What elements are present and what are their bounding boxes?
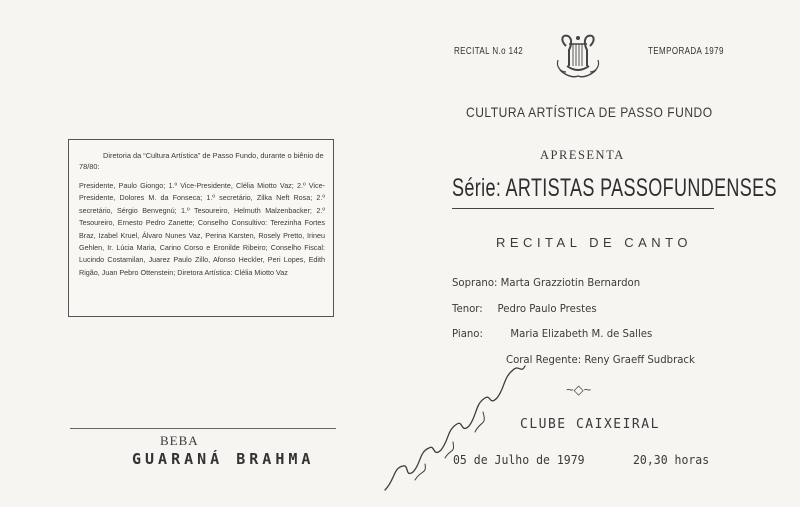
venue-name: CLUBE CAIXEIRAL	[520, 417, 660, 432]
presents-text: APRESENTA	[540, 148, 625, 162]
performer-role: Tenor:	[452, 302, 483, 315]
performer-role: Piano:	[452, 327, 483, 340]
series-title: Série: ARTISTAS PASSOFUNDENSES	[452, 174, 777, 202]
performer-piano	[452, 327, 652, 340]
performer-tenor	[452, 302, 597, 315]
recital-number: RECITAL N.o 142	[454, 46, 524, 57]
performer-soprano	[452, 276, 640, 289]
performer-name: Marta Grazziotin Bernardon	[500, 276, 641, 289]
performer-name: Pedro Paulo Prestes	[497, 302, 597, 315]
board-intro: Diretoria da “Cultura Artística” de Passo Fundo, durante o biênio de 78/80:	[79, 151, 324, 171]
board-of-directors-box	[68, 139, 334, 317]
performer-name: Reny Graeff Sudbrack	[584, 353, 695, 366]
performer-role: Coral Regente:	[506, 353, 582, 366]
event-time: 20,30 horas	[633, 452, 710, 467]
season-year: TEMPORADA 1979	[648, 46, 724, 57]
lyre-emblem-icon	[552, 30, 604, 82]
series-underline	[452, 208, 714, 209]
recital-title: RECITAL DE CANTO	[496, 235, 693, 250]
performer-role: Soprano:	[452, 276, 498, 289]
ad-divider	[70, 428, 336, 429]
organization-name: CULTURA ARTÍSTICA DE PASSO FUNDO	[466, 104, 713, 120]
board-members-text: Presidente, Paulo Giongo; 1.º Vice-Presidente, Clélia Miotto Vaz; 2.º Vice-Presidente, Dolores M. da Fonseca; 1.º secretário, Zilka Neft Rosa; 2.º secretário, Sérgio Benvegnú; 1.º Tesoureiro, Helmuth Malzenbacker; 2.º Tesoureiro, Ernesto Pedro Zanette; Conselho Consultivo: Terezinha Fortes Braz, Izabel Kruel, Álvaro Nunes Vaz, Perina Karsten, Rosely Pretto, Irineu Gehlen, Ir. Lúcia Maria, Carino Corso e Eronilde Ribeiro; Conselho Fiscal: Lucindo Costamilan, Juarez Paulo Zillo, Afonso Heckler, Peri Lopes, Edith Rigão, Juan Pebro Ottenstein; Diretora Artística: Clélia Miotto Vaz	[79, 181, 325, 277]
ad-guarana-brahma-text: GUARANÁ BRAHMA	[132, 450, 315, 468]
event-date: 05 de Julho de 1979	[453, 452, 585, 467]
ornament-divider: ~◇~	[566, 382, 592, 397]
performer-name: Maria Elizabeth M. de Salles	[510, 327, 653, 340]
handwritten-signature	[375, 340, 535, 500]
ad-beba-text: BEBA	[160, 433, 199, 448]
